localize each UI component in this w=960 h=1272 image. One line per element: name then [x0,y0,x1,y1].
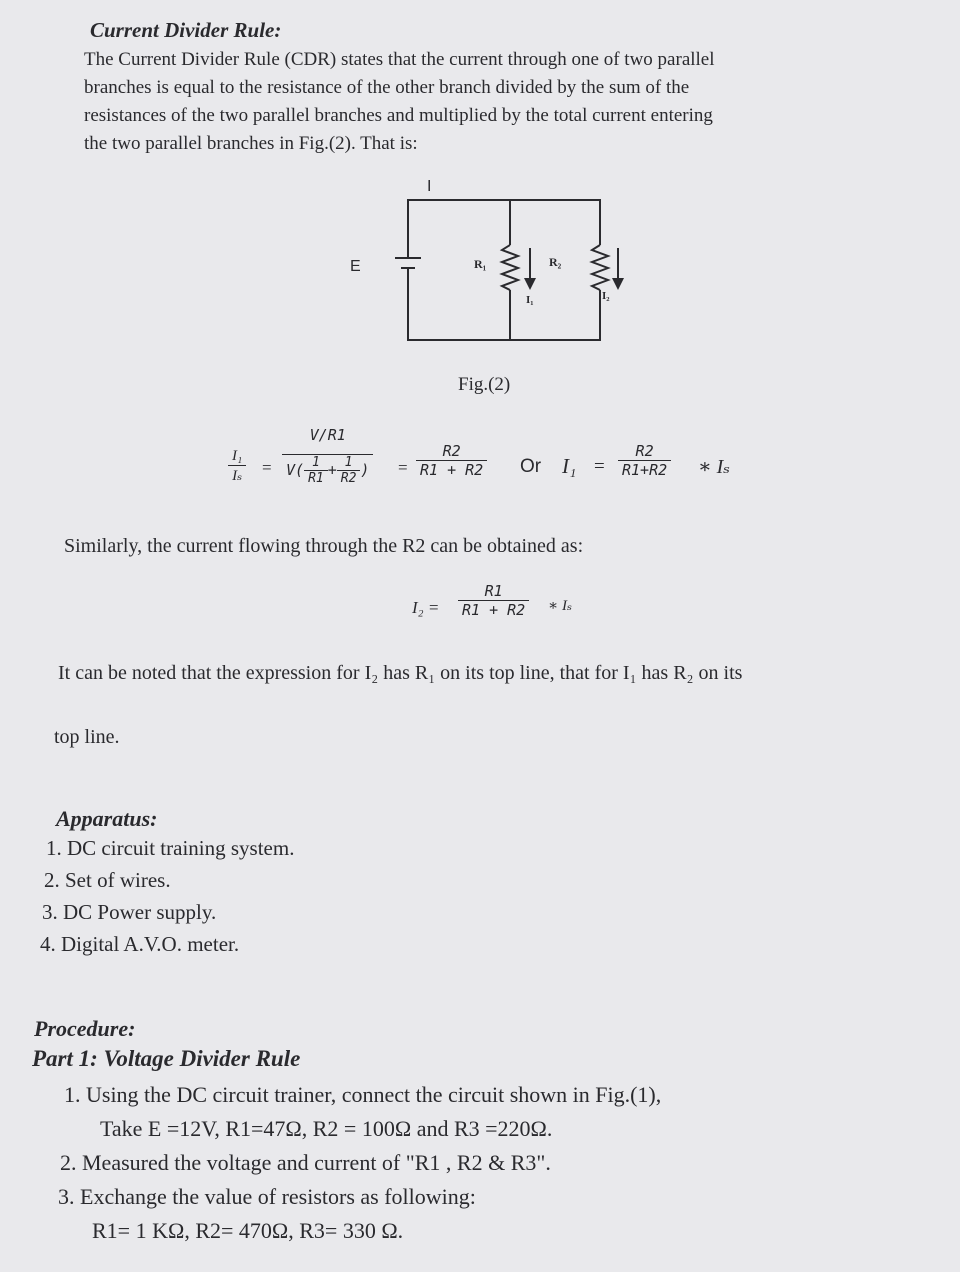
procedure-part-title: Part 1: Voltage Divider Rule [32,1046,301,1071]
eq1-den-frac-a [304,455,328,486]
eq1-den-v: V( [286,461,305,479]
eq1-den-plus: + [327,461,337,479]
apparatus-item-4: 4. Digital A.V.O. meter. [40,932,240,956]
fig-label-i2: I₂ [602,290,610,302]
cdr-line-4: the two parallel branches in Fig.(2). That is: [84,133,418,154]
apparatus-title: Apparatus: [56,806,158,831]
eq1-r-den: R1 + R2 [416,460,487,479]
circuit-diagram [340,170,660,360]
eq1-lhs-num: I₁ [232,448,243,464]
fig-label-r1: R₁ [474,257,487,271]
fig-label-i: I [427,178,432,195]
figure-caption: Fig.(2) [458,374,511,395]
eq1-f-num: R2 [635,442,654,460]
fig-label-i1: I₁ [526,294,534,306]
note-line-2: top line. [54,726,120,748]
eq2-num: R1 [484,582,503,600]
eq1-equals-1: = [262,458,272,477]
eq1-lhs-fraction [228,448,246,485]
eq2-times-is: ∗ Iₛ [548,598,572,614]
eq1-mid-fraction [282,426,373,486]
procedure-title: Procedure: [34,1016,136,1041]
procedure-step-3b: R1= 1 KΩ, R2= 470Ω, R3= 330 Ω. [92,1218,404,1243]
cdr-title: Current Divider Rule: [90,18,282,42]
eq1-den-b-den: R2 [337,470,361,486]
eq1-equals-2: = [398,458,408,477]
eq1-den-a-den: R1 [304,470,328,486]
fig-label-r2: R₂ [549,255,562,269]
eq1-den-a-num: 1 [311,455,320,470]
eq2-den: R1 + R2 [458,600,529,619]
eq1-f-fraction [618,442,671,479]
eq1-den-close: ) [360,461,370,479]
procedure-step-2: 2. Measured the voltage and current of "R1 , R2 & R3". [60,1150,551,1175]
procedure-step-1a: 1. Using the DC circuit trainer, connect the circuit shown in Fig.(1), [64,1082,662,1107]
procedure-step-1b: Take E =12V, R1=47Ω, R2 = 100Ω and R3 =220Ω. [100,1116,553,1141]
procedure-steps [58,1078,662,1248]
cdr-line-2: branches is equal to the resistance of the other branch divided by the sum of the [84,77,690,98]
similarly-text: Similarly, the current flowing through the R2 can be obtained as: [64,535,584,557]
eq1-times-is: ∗ Iₛ [698,456,730,478]
eq1-lhs-den: Iₛ [228,465,246,485]
apparatus-item-3: 3. DC Power supply. [42,900,217,924]
eq1-or: Or [520,456,542,477]
eq1-mid-den [282,454,373,486]
eq2-fraction [458,582,529,619]
apparatus-item-1: 1. DC circuit training system. [46,836,295,860]
eq1-mid-num: V/R1 [309,426,346,444]
equation-cdr-i2 [412,578,632,638]
eq1-den-b-num: 1 [344,455,353,470]
equation-cdr-i1 [228,418,768,518]
eq1-f-den: R1+R2 [618,460,671,479]
apparatus-list [40,832,294,960]
cdr-paragraph [84,46,884,158]
eq1-r-num: R2 [442,442,461,460]
eq1-r-fraction [416,442,487,479]
note-line-1: It can be noted that the expression for I₂ has R₁ on its top line, that for I₁ has R₂ on its [58,662,743,684]
procedure-step-3a: 3. Exchange the value of resistors as following: [58,1184,476,1209]
fig-label-e: E [350,258,361,275]
eq1-den-frac-b [337,455,361,486]
eq1-equals-3: = [594,456,605,477]
cdr-line-3: resistances of the two parallel branches and multiplied by the total current entering [84,105,713,126]
apparatus-item-2: 2. Set of wires. [44,868,171,892]
eq2-lhs: I₂ = [412,598,440,617]
cdr-line-1: The Current Divider Rule (CDR) states that the current through one of two parallel [84,49,715,70]
eq1-i1: I₁ [562,454,577,478]
